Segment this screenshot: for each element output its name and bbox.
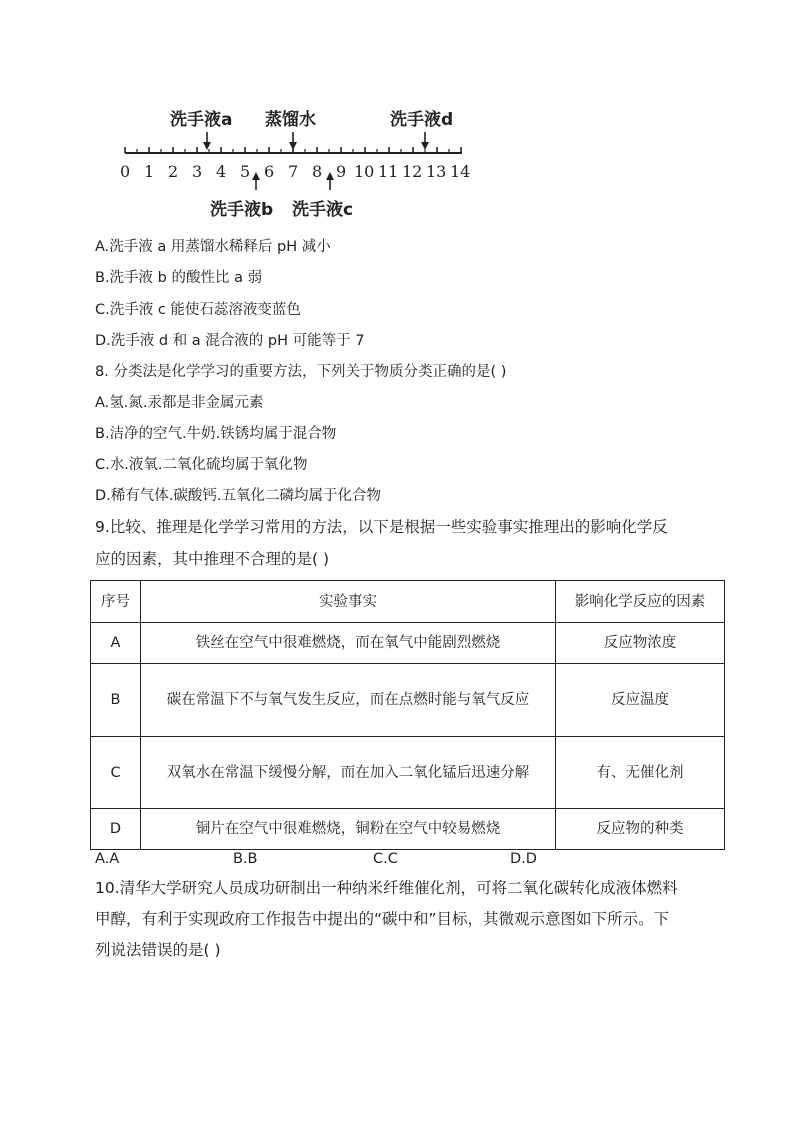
tick-4: 4 <box>216 162 227 181</box>
tick-11: 11 <box>378 162 399 181</box>
row-id: D <box>91 809 141 850</box>
q8-option-a: A.氢.氮.汞都是非金属元素 <box>95 395 264 411</box>
label-handwash-d: 洗手液d <box>390 110 454 130</box>
q7-option-c: C.洗手液 c 能使石蕊溶液变蓝色 <box>95 302 301 318</box>
q9-answer-d: D.D <box>510 851 537 867</box>
tick-10: 10 <box>354 162 375 181</box>
tick-2: 2 <box>168 162 179 181</box>
table-header-row <box>91 581 725 623</box>
label-distilled-water: 蒸馏水 <box>265 110 316 130</box>
tick-14: 14 <box>450 162 471 181</box>
row-fact: 双氧水在常温下缓慢分解，而在加入二氧化锰后迅速分解 <box>141 737 556 809</box>
header-fact: 实验事实 <box>141 581 556 623</box>
arrow-b-head <box>252 172 260 180</box>
tick-13: 13 <box>426 162 447 181</box>
table-row <box>91 809 725 850</box>
q8-option-c: C.水.液氧.二氧化硫均属于氧化物 <box>95 457 308 473</box>
q9-stem-line2: 应的因素，其中推理不合理的是( ) <box>95 550 330 568</box>
ph-scale-figure <box>110 90 480 230</box>
header-factor: 影响化学反应的因素 <box>556 581 725 623</box>
table-row <box>91 664 725 737</box>
table-row <box>91 737 725 809</box>
tick-7: 7 <box>288 162 299 181</box>
row-factor: 反应物的种类 <box>556 809 725 850</box>
q9-stem-line1: 9.比较、推理是化学学习常用的方法，以下是根据一些实验事实推理出的影响化学反 <box>95 518 668 536</box>
q7-option-b: B.洗手液 b 的酸性比 a 弱 <box>95 270 263 286</box>
tick-1: 1 <box>144 162 155 181</box>
table-row <box>91 623 725 664</box>
q9-answer-b: B.B <box>233 851 258 867</box>
q8-option-d: D.稀有气体.碳酸钙.五氧化二磷均属于化合物 <box>95 488 381 504</box>
q9-answer-c: C.C <box>373 851 398 867</box>
arrow-a-head <box>203 142 211 150</box>
label-handwash-c: 洗手液c <box>292 200 354 220</box>
tick-0: 0 <box>120 162 131 181</box>
label-handwash-a: 洗手液a <box>170 110 233 130</box>
q10-line1: 10.清华大学研究人员成功研制出一种纳米纤维催化剂，可将二氧化碳转化成液体燃料 <box>95 879 678 897</box>
row-id: C <box>91 737 141 809</box>
row-fact: 铁丝在空气中很难燃烧，而在氧气中能剧烈燃烧 <box>141 623 556 664</box>
row-id: B <box>91 664 141 737</box>
tick-9: 9 <box>336 162 347 181</box>
arrow-d-head <box>421 142 429 150</box>
row-factor: 反应温度 <box>556 664 725 737</box>
arrow-c-head <box>326 172 334 180</box>
q8-option-b: B.洁净的空气.牛奶.铁锈均属于混合物 <box>95 426 337 442</box>
q10-line3: 列说法错误的是( ) <box>95 941 221 959</box>
tick-6: 6 <box>264 162 275 181</box>
row-fact: 碳在常温下不与氧气发生反应，而在点燃时能与氧气反应 <box>141 664 556 737</box>
tick-8: 8 <box>312 162 323 181</box>
tick-3: 3 <box>192 162 203 181</box>
q10-line2: 甲醇，有利于实现政府工作报告中提出的“碳中和”目标，其微观示意图如下所示。下 <box>95 910 670 928</box>
row-id: A <box>91 623 141 664</box>
q8-stem: 8. 分类法是化学学习的重要方法，下列关于物质分类正确的是( ) <box>95 364 507 380</box>
arrow-water-head <box>289 142 297 150</box>
label-handwash-b: 洗手液b <box>210 200 274 220</box>
tick-5: 5 <box>240 162 251 181</box>
q9-table <box>90 580 725 850</box>
row-factor: 反应物浓度 <box>556 623 725 664</box>
row-factor: 有、无催化剂 <box>556 737 725 809</box>
header-number: 序号 <box>91 581 141 623</box>
q9-answer-a: A.A <box>95 851 120 867</box>
q7-option-a: A.洗手液 a 用蒸馏水稀释后 pH 减小 <box>95 239 331 255</box>
tick-12: 12 <box>402 162 423 181</box>
row-fact: 铜片在空气中很难燃烧，铜粉在空气中较易燃烧 <box>141 809 556 850</box>
q7-option-d: D.洗手液 d 和 a 混合液的 pH 可能等于 7 <box>95 333 365 349</box>
